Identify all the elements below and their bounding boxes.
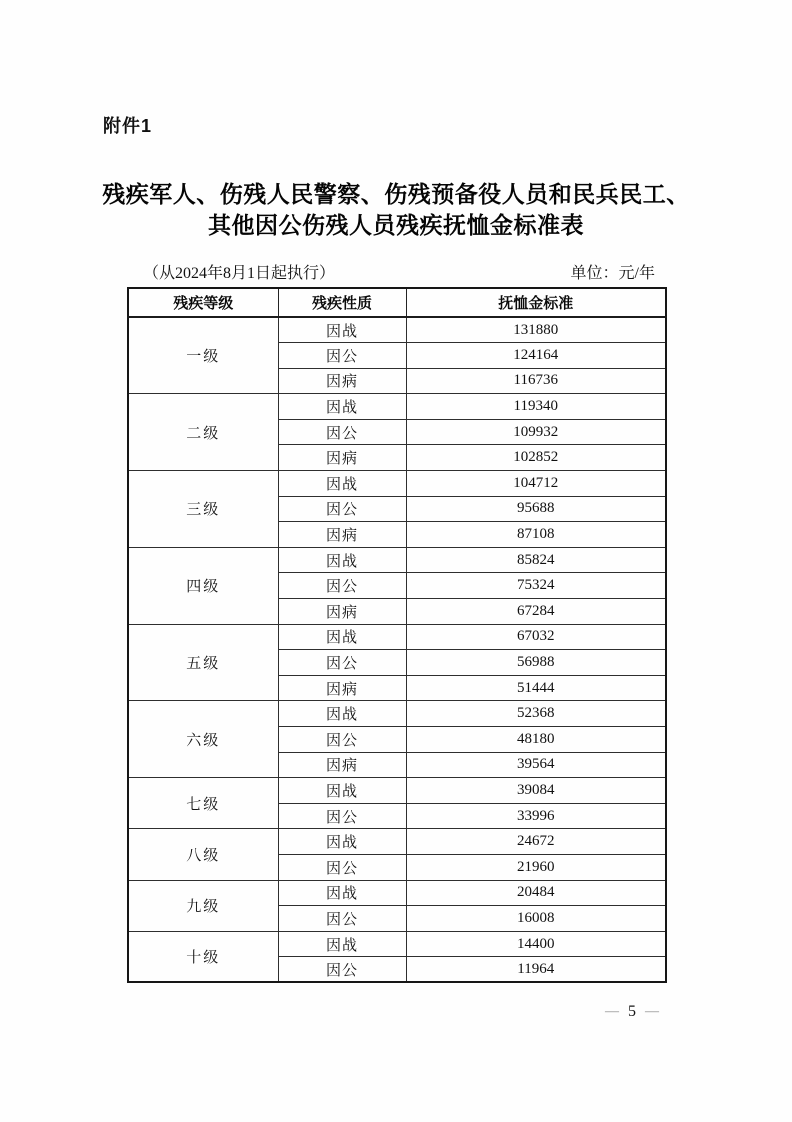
table-row [128, 471, 666, 497]
disability-nature-cell: 因公 [278, 573, 406, 599]
table-row [128, 931, 666, 957]
table-row [128, 880, 666, 906]
pension-amount-cell: 33996 [406, 803, 666, 829]
disability-nature-cell: 因战 [278, 829, 406, 855]
pension-amount-cell: 51444 [406, 675, 666, 701]
pension-amount-cell: 119340 [406, 394, 666, 420]
disability-nature-cell: 因公 [278, 854, 406, 880]
page-number: 5 [628, 1003, 636, 1020]
table-row [128, 317, 666, 343]
disability-nature-cell: 因病 [278, 522, 406, 548]
disability-nature-cell: 因公 [278, 906, 406, 932]
disability-level-cell: 十级 [128, 931, 278, 982]
disability-nature-cell: 因战 [278, 317, 406, 343]
pension-amount-cell: 87108 [406, 522, 666, 548]
disability-nature-cell: 因战 [278, 394, 406, 420]
table-row [128, 394, 666, 420]
disability-level-cell: 五级 [128, 624, 278, 701]
pension-amount-cell: 116736 [406, 368, 666, 394]
table-row [128, 701, 666, 727]
disability-nature-cell: 因病 [278, 675, 406, 701]
table-row [128, 829, 666, 855]
table-row [128, 778, 666, 804]
table-header [128, 288, 666, 317]
disability-nature-cell: 因公 [278, 650, 406, 676]
disability-nature-cell: 因公 [278, 419, 406, 445]
footer-dash-left: — [605, 1004, 619, 1019]
disability-nature-cell: 因战 [278, 624, 406, 650]
pension-amount-cell: 11964 [406, 957, 666, 983]
pension-amount-cell: 39564 [406, 752, 666, 778]
pension-amount-cell: 48180 [406, 727, 666, 753]
pension-amount-cell: 75324 [406, 573, 666, 599]
disability-nature-cell: 因战 [278, 471, 406, 497]
pension-amount-cell: 14400 [406, 931, 666, 957]
unit-note: 单位：元/年 [570, 265, 655, 282]
footer-dash-right: — [645, 1004, 659, 1019]
effective-date-note: （从2024年8月1日起执行） [143, 265, 336, 282]
title-line-1: 残疾军人、伤残人民警察、伤残预备役人员和民兵民工、 [102, 181, 690, 207]
pension-amount-cell: 104712 [406, 471, 666, 497]
pension-amount-cell: 67284 [406, 599, 666, 625]
pension-amount-cell: 39084 [406, 778, 666, 804]
disability-level-cell: 九级 [128, 880, 278, 931]
pension-standards-table [127, 287, 667, 983]
disability-nature-cell: 因战 [278, 778, 406, 804]
pension-amount-cell: 124164 [406, 343, 666, 369]
disability-nature-cell: 因公 [278, 957, 406, 983]
disability-nature-cell: 因公 [278, 727, 406, 753]
disability-level-cell: 四级 [128, 547, 278, 624]
disability-nature-cell: 因病 [278, 445, 406, 471]
disability-level-cell: 六级 [128, 701, 278, 778]
table-row [128, 547, 666, 573]
pension-amount-cell: 67032 [406, 624, 666, 650]
pension-amount-cell: 24672 [406, 829, 666, 855]
disability-nature-cell: 因公 [278, 343, 406, 369]
disability-nature-cell: 因公 [278, 496, 406, 522]
disability-nature-cell: 因公 [278, 803, 406, 829]
disability-level-cell: 八级 [128, 829, 278, 880]
pension-amount-cell: 95688 [406, 496, 666, 522]
page-footer [586, 1003, 678, 1021]
attachment-label: 附件1 [103, 116, 153, 136]
pension-amount-cell: 21960 [406, 854, 666, 880]
disability-nature-cell: 因战 [278, 880, 406, 906]
disability-nature-cell: 因战 [278, 701, 406, 727]
disability-level-cell: 三级 [128, 471, 278, 548]
pension-amount-cell: 109932 [406, 419, 666, 445]
document-title [40, 179, 752, 241]
pension-amount-cell: 85824 [406, 547, 666, 573]
title-line-2: 其他因公伤残人员残疾抚恤金标准表 [208, 212, 584, 238]
disability-nature-cell: 因病 [278, 368, 406, 394]
header-disability-level: 残疾等级 [128, 288, 278, 317]
table-meta-row [143, 260, 655, 283]
disability-level-cell: 一级 [128, 317, 278, 394]
pension-amount-cell: 16008 [406, 906, 666, 932]
pension-amount-cell: 56988 [406, 650, 666, 676]
disability-level-cell: 二级 [128, 394, 278, 471]
table-body [128, 317, 666, 982]
pension-amount-cell: 102852 [406, 445, 666, 471]
table-row [128, 624, 666, 650]
header-pension-standard: 抚恤金标准 [406, 288, 666, 317]
pension-amount-cell: 20484 [406, 880, 666, 906]
disability-nature-cell: 因病 [278, 599, 406, 625]
header-disability-nature: 残疾性质 [278, 288, 406, 317]
disability-nature-cell: 因战 [278, 547, 406, 573]
disability-nature-cell: 因战 [278, 931, 406, 957]
disability-level-cell: 七级 [128, 778, 278, 829]
disability-nature-cell: 因病 [278, 752, 406, 778]
pension-amount-cell: 131880 [406, 317, 666, 343]
pension-amount-cell: 52368 [406, 701, 666, 727]
table-header-row [128, 288, 666, 317]
